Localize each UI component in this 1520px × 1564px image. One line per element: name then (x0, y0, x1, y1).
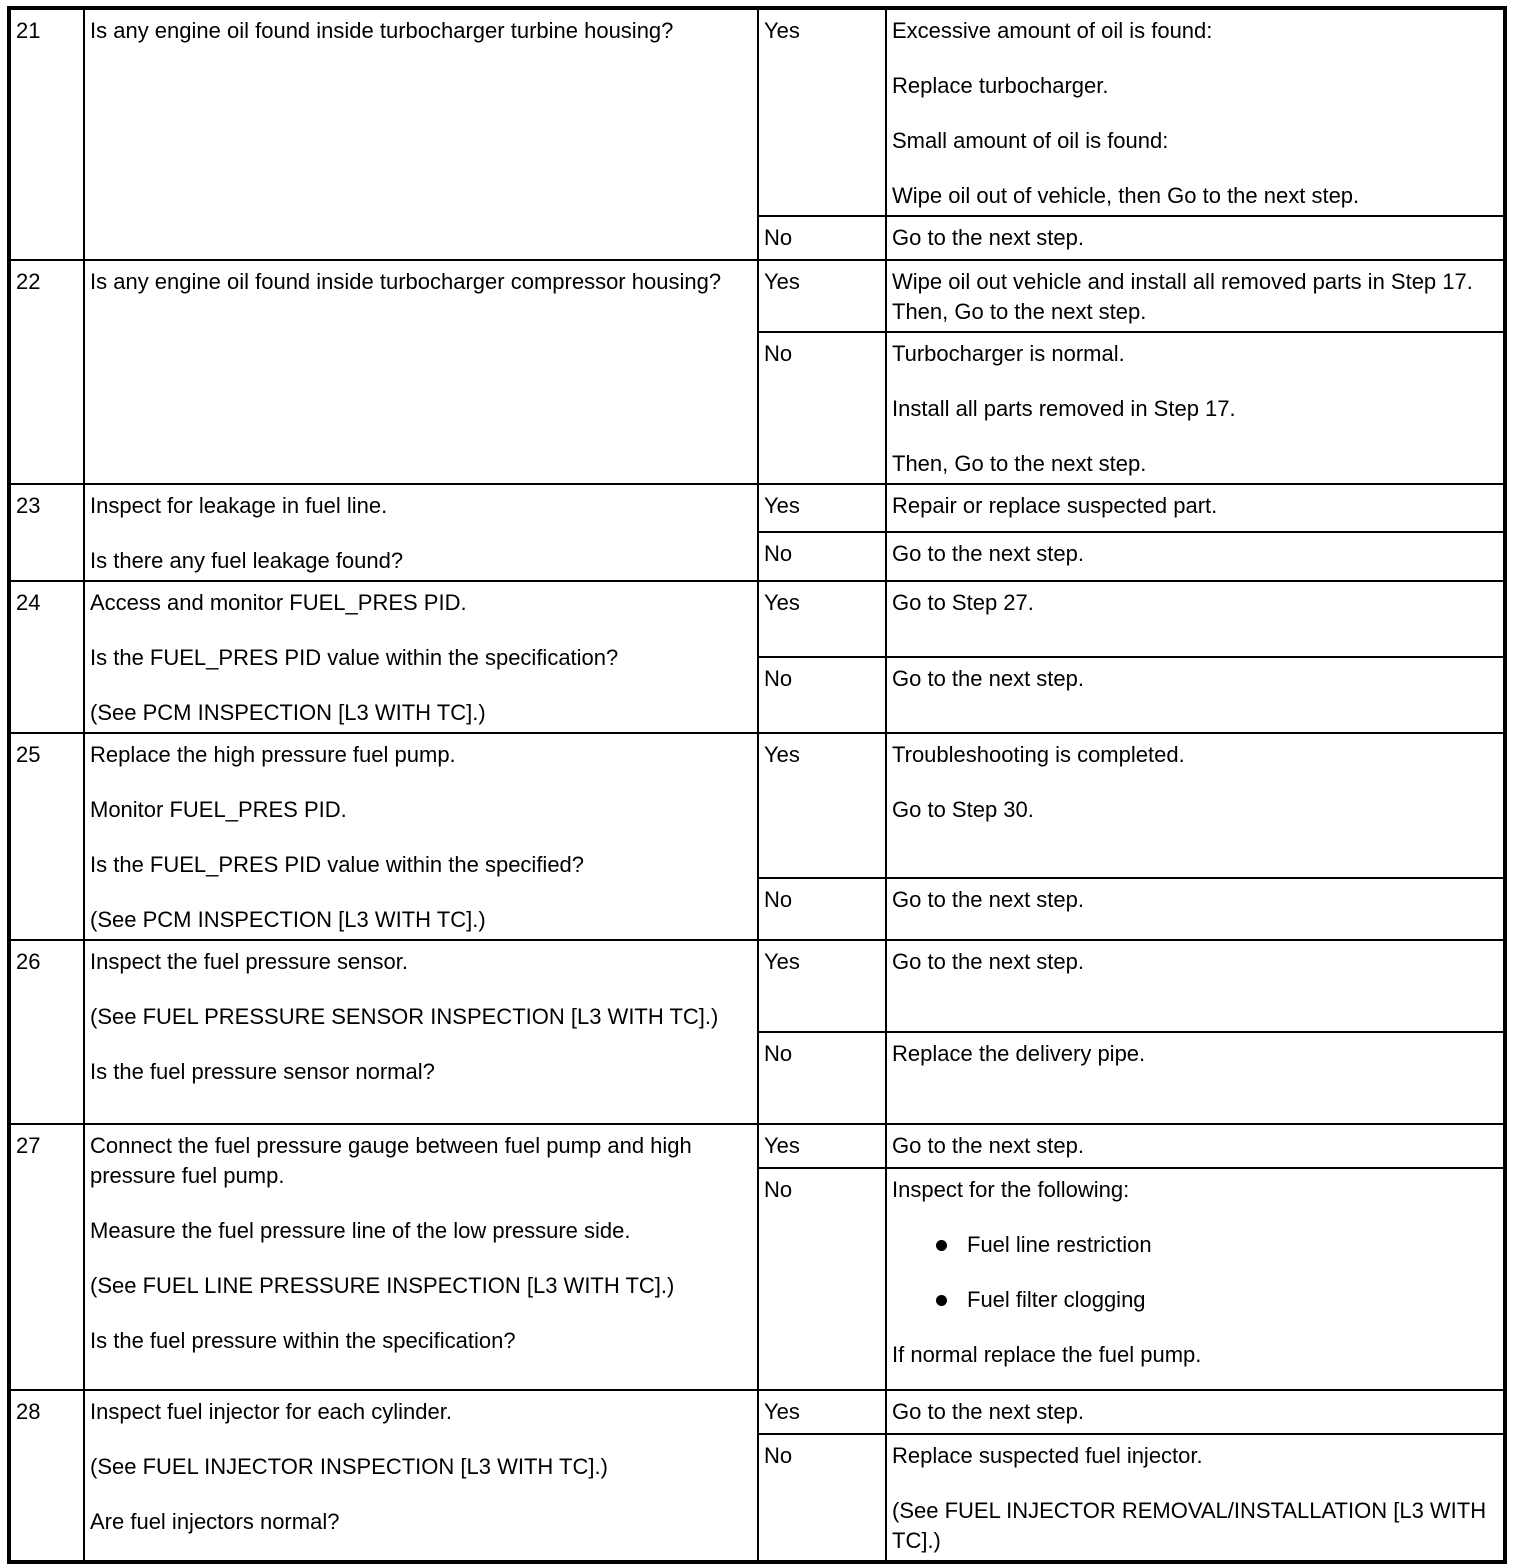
inspection-text: Inspect for leakage in fuel line. (90, 493, 388, 518)
action-text: Go to the next step. (892, 225, 1085, 250)
inspection-text: Inspect the fuel pressure sensor. (90, 949, 408, 974)
action-cell (886, 1168, 1505, 1390)
step-number: 23 (9, 484, 84, 581)
inspection-text: Is the FUEL_PRES PID value within the specification? (90, 645, 619, 670)
list-item: Fuel line restriction (892, 1230, 1498, 1260)
inspection-text: Are fuel injectors normal? (90, 1509, 340, 1534)
table-row (9, 733, 1505, 878)
result-yes: Yes (758, 260, 886, 332)
action-text: Go to the next step. (892, 1399, 1085, 1424)
action-text: Go to the next step. (892, 949, 1085, 974)
action-text: Inspect for the following: (892, 1177, 1130, 1202)
action-text: Install all parts removed in Step 17. (892, 396, 1236, 421)
inspection-text: (See FUEL LINE PRESSURE INSPECTION [L3 WITH TC].) (90, 1273, 675, 1298)
result-no: No (758, 878, 886, 940)
result-yes: Yes (758, 1124, 886, 1168)
inspection-cell (84, 8, 758, 260)
inspection-cell (84, 1390, 758, 1562)
action-cell (886, 581, 1505, 657)
action-text: Go to Step 27. (892, 590, 1034, 615)
action-cell (886, 260, 1505, 332)
action-cell (886, 733, 1505, 878)
inspection-cell (84, 940, 758, 1124)
action-cell (886, 878, 1505, 940)
action-cell (886, 1124, 1505, 1168)
action-text: Go to the next step. (892, 1133, 1085, 1158)
action-text: Replace the delivery pipe. (892, 1041, 1146, 1066)
inspection-cell (84, 260, 758, 484)
result-yes: Yes (758, 581, 886, 657)
result-yes: Yes (758, 940, 886, 1032)
step-number: 24 (9, 581, 84, 733)
inspection-text: (See PCM INSPECTION [L3 WITH TC].) (90, 907, 486, 932)
checklist (892, 1230, 1498, 1315)
action-text: Troubleshooting is completed. (892, 742, 1185, 767)
inspection-text: Is any engine oil found inside turbocharger turbine housing? (90, 18, 674, 43)
result-no: No (758, 1168, 886, 1390)
action-text: Excessive amount of oil is found: (892, 18, 1213, 43)
action-cell (886, 484, 1505, 532)
step-number: 26 (9, 940, 84, 1124)
action-cell (886, 332, 1505, 484)
action-text: Go to the next step. (892, 886, 1085, 912)
action-text: (See FUEL INJECTOR REMOVAL/INSTALLATION [L3 WITH TC].) (892, 1498, 1487, 1553)
action-cell (886, 657, 1505, 733)
action-text: Replace suspected fuel injector. (892, 1443, 1203, 1468)
result-yes: Yes (758, 484, 886, 532)
step-number: 27 (9, 1124, 84, 1390)
action-text: Then, Go to the next step. (892, 451, 1147, 476)
table-row (9, 484, 1505, 532)
table-row (9, 260, 1505, 332)
inspection-text: Inspect fuel injector for each cylinder. (90, 1399, 452, 1424)
step-number: 22 (9, 260, 84, 484)
table-row (9, 1390, 1505, 1434)
action-text: Wipe oil out vehicle and install all removed parts in Step 17. Then, Go to the next step. (892, 269, 1473, 324)
step-number: 25 (9, 733, 84, 940)
action-text: Replace turbocharger. (892, 73, 1109, 98)
inspection-cell (84, 581, 758, 733)
action-text: If normal replace the fuel pump. (892, 1342, 1202, 1367)
action-text: Repair or replace suspected part. (892, 493, 1218, 518)
result-no: No (758, 532, 886, 581)
result-no: No (758, 657, 886, 733)
troubleshooting-table (7, 6, 1507, 1564)
table-row (9, 940, 1505, 1032)
result-no: No (758, 216, 886, 260)
action-cell (886, 1434, 1505, 1562)
result-no: No (758, 1434, 886, 1562)
result-no: No (758, 1032, 886, 1124)
result-yes: Yes (758, 8, 886, 216)
inspection-text: Access and monitor FUEL_PRES PID. (90, 590, 467, 615)
action-text: Go to Step 30. (892, 797, 1034, 822)
result-yes: Yes (758, 1390, 886, 1434)
step-number: 21 (9, 8, 84, 260)
inspection-text: Is any engine oil found inside turbocharger compressor housing? (90, 269, 722, 294)
action-cell (886, 8, 1505, 216)
action-text: Turbocharger is normal. (892, 341, 1125, 366)
action-text: Go to the next step. (892, 666, 1085, 691)
inspection-cell (84, 733, 758, 940)
inspection-text: Is the fuel pressure within the specification? (90, 1328, 516, 1353)
table-row (9, 581, 1505, 657)
result-yes: Yes (758, 733, 886, 878)
action-text: Wipe oil out of vehicle, then Go to the next step. (892, 183, 1360, 208)
inspection-cell (84, 484, 758, 581)
action-cell (886, 532, 1505, 581)
table-row (9, 1124, 1505, 1168)
action-cell (886, 1390, 1505, 1434)
inspection-text: Is the fuel pressure sensor normal? (90, 1059, 435, 1084)
action-cell (886, 216, 1505, 260)
inspection-text: Connect the fuel pressure gauge between fuel pump and high pressure fuel pump. (90, 1133, 692, 1188)
action-cell (886, 1032, 1505, 1124)
inspection-text: (See PCM INSPECTION [L3 WITH TC].) (90, 700, 486, 725)
inspection-text: Measure the fuel pressure line of the low pressure side. (90, 1218, 631, 1243)
inspection-text: Replace the high pressure fuel pump. (90, 742, 456, 767)
inspection-text: Monitor FUEL_PRES PID. (90, 797, 347, 822)
inspection-text: Is the FUEL_PRES PID value within the specified? (90, 852, 585, 877)
action-text: Small amount of oil is found: (892, 128, 1169, 153)
result-no: No (758, 332, 886, 484)
action-text: Go to the next step. (892, 541, 1085, 566)
table-row (9, 8, 1505, 216)
action-cell (886, 940, 1505, 1032)
inspection-cell (84, 1124, 758, 1390)
inspection-text: (See FUEL INJECTOR INSPECTION [L3 WITH TC].) (90, 1454, 608, 1479)
list-item: Fuel filter clogging (892, 1285, 1498, 1315)
inspection-text: Is there any fuel leakage found? (90, 548, 404, 573)
step-number: 28 (9, 1390, 84, 1562)
inspection-text: (See FUEL PRESSURE SENSOR INSPECTION [L3 WITH TC].) (90, 1004, 719, 1029)
